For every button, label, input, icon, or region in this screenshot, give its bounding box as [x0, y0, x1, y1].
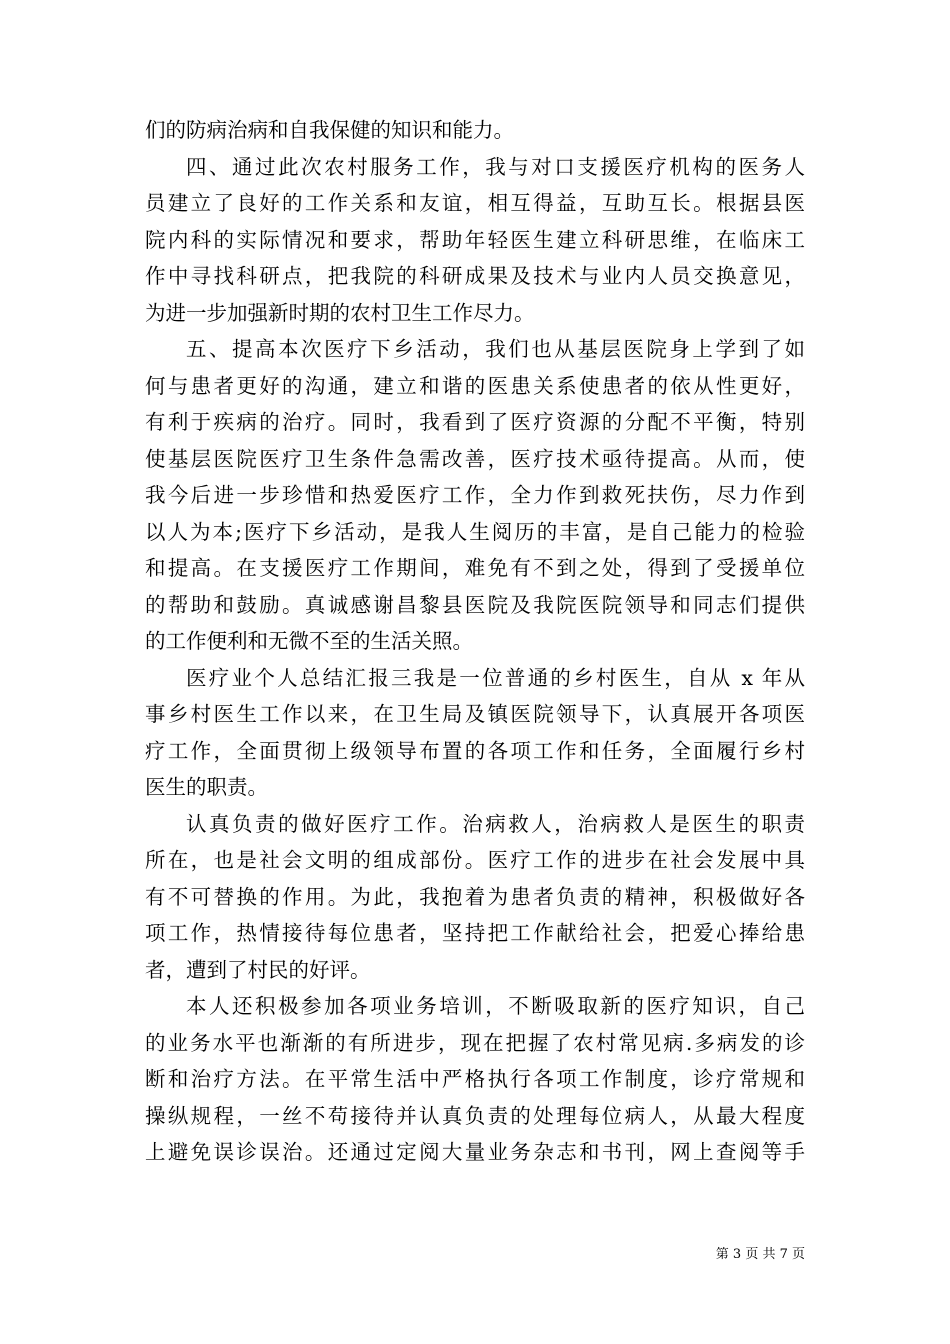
- text-line: 所在，也是社会文明的组成部份。医疗工作的进步在社会发展中具: [145, 848, 805, 872]
- text-line: 上避免误诊误治。还通过定阅大量业务杂志和书刊，网上查阅等手: [145, 1140, 805, 1164]
- text-line: 们的防病治病和自我保健的知识和能力。: [145, 118, 514, 142]
- text-line: 者，遭到了村民的好评。: [145, 957, 371, 982]
- text-line: 和提高。在支援医疗工作期间，难免有不到之处，得到了受援单位: [145, 556, 805, 580]
- text-line: 的帮助和鼓励。真诚感谢昌黎县医院及我院医院领导和同志们提供: [145, 592, 805, 617]
- text-line: 作中寻找科研点，把我院的科研成果及技术与业内人员交换意见，: [145, 264, 805, 288]
- text-line: 操纵规程，一丝不苟接待并认真负责的处理每位病人，从最大程度: [145, 1103, 805, 1128]
- text-line: 四、通过此次农村服务工作，我与对口支援医疗机构的医务人: [186, 154, 805, 179]
- text-line: 医生的职责。: [145, 775, 268, 799]
- text-line: 断和治疗方法。在平常生活中严格执行各项工作制度，诊疗常规和: [145, 1067, 805, 1091]
- text-line: 以人为本;医疗下乡活动，是我人生阅历的丰富，是自己能力的检验: [145, 519, 805, 544]
- text-line: 有利于疾病的治疗。同时，我看到了医疗资源的分配不平衡，特别: [145, 410, 805, 434]
- text-line: 认真负责的做好医疗工作。治病救人，治病救人是医生的职责: [186, 811, 805, 836]
- text-line: 的工作便利和无微不至的生活关照。: [145, 629, 473, 653]
- text-line: 五、提高本次医疗下乡活动，我们也从基层医院身上学到了如: [186, 337, 805, 361]
- text-line: 为进一步加强新时期的农村卫生工作尽力。: [145, 300, 535, 325]
- text-line: 医疗业个人总结汇报三我是一位普通的乡村医生，自从 x 年从: [186, 665, 805, 690]
- text-line: 项工作，热情接待每位患者，坚持把工作献给社会，把爱心捧给患: [145, 921, 805, 945]
- document-body: [145, 112, 805, 1171]
- text-line: 使基层医院医疗卫生条件急需改善，医疗技术亟待提高。从而，使: [145, 446, 805, 471]
- text-line: 事乡村医生工作以来，在卫生局及镇医院领导下，认真展开各项医: [145, 702, 805, 726]
- text-line: 何与患者更好的沟通，建立和谐的医患关系使患者的依从性更好，: [145, 373, 805, 398]
- text-line: 院内科的实际情况和要求，帮助年轻医生建立科研思维，在临床工: [145, 227, 805, 252]
- text-line: 本人还积极参加各项业务培训，不断吸取新的医疗知识，自己: [186, 994, 805, 1018]
- text-line: 我今后进一步珍惜和热爱医疗工作，全力作到救死扶伤，尽力作到: [145, 483, 805, 507]
- text-line: 疗工作，全面贯彻上级领导布置的各项工作和任务，全面履行乡村: [145, 738, 805, 763]
- page-number: 第 3 页 共 7 页: [715, 1247, 805, 1262]
- text-line: 有不可替换的作用。为此，我抱着为患者负责的精神，积极做好各: [145, 884, 805, 909]
- text-line: 员建立了良好的工作关系和友谊，相互得益，互助互长。根据县医: [145, 191, 805, 215]
- text-line: 的业务水平也渐渐的有所进步，现在把握了农村常见病.多病发的诊: [145, 1030, 805, 1055]
